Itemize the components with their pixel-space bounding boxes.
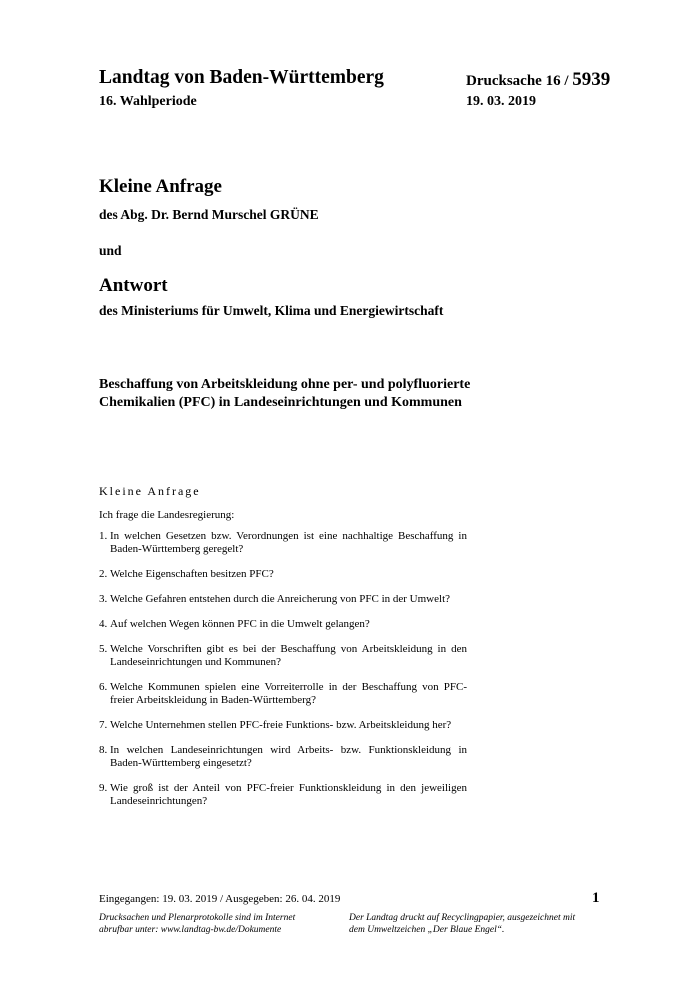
footer-note-recycling: Der Landtag druckt auf Recyclingpapier, ausgezeichnet mit dem Umweltzeichen „Der Blaue Engel“. bbox=[349, 913, 576, 935]
conjunction: und bbox=[99, 243, 122, 258]
question-text: Welche Vorschriften gibt es bei der Beschaffung von Arbeitskleidung in den Landeseinrichtungen und Kommunen? bbox=[110, 643, 467, 668]
drucksache-id bbox=[466, 69, 610, 91]
question-number: 3. bbox=[99, 593, 108, 605]
question-item bbox=[99, 782, 467, 808]
question-text: Welche Eigenschaften besitzen PFC? bbox=[110, 568, 274, 580]
intro-text: Ich frage die Landesregierung: bbox=[99, 509, 235, 521]
parliament-name: Landtag von Baden-Württemberg bbox=[99, 67, 384, 88]
question-item bbox=[99, 593, 467, 606]
receipt-dates: Eingegangen: 19. 03. 2019 / Ausgegeben: 26. 04. 2019 bbox=[99, 893, 341, 905]
question-text: Wie groß ist der Anteil von PFC-freier Funktionskleidung in den jeweiligen Landeseinrichtungen? bbox=[110, 782, 467, 807]
question-number: 7. bbox=[99, 719, 108, 731]
question-item bbox=[99, 719, 467, 732]
subject-title: Beschaffung von Arbeitskleidung ohne per- und polyfluorierte Chemikalien (PFC) in Landeseinrichtungen und Kommunen bbox=[99, 377, 471, 410]
question-text: Welche Gefahren entstehen durch die Anreicherung von PFC in der Umwelt? bbox=[110, 593, 451, 605]
question-list bbox=[99, 530, 467, 820]
question-number: 2. bbox=[99, 568, 108, 580]
question-number: 6. bbox=[99, 681, 108, 693]
answering-ministry: des Ministeriums für Umwelt, Klima und Energiewirtschaft bbox=[99, 303, 444, 318]
question-text: Welche Unternehmen stellen PFC-freie Funktions- bzw. Arbeitskleidung her? bbox=[110, 719, 452, 731]
heading-answer: Antwort bbox=[99, 275, 168, 296]
question-number: 9. bbox=[99, 782, 108, 794]
question-item bbox=[99, 744, 467, 770]
question-item bbox=[99, 568, 467, 581]
drucksache-number: 5939 bbox=[572, 69, 611, 90]
heading-request: Kleine Anfrage bbox=[99, 176, 222, 197]
drucksache-prefix: Drucksache 16 / bbox=[466, 73, 573, 89]
question-number: 1. bbox=[99, 530, 108, 542]
requester: des Abg. Dr. Bernd Murschel GRÜNE bbox=[99, 207, 319, 222]
question-text: In welchen Gesetzen bzw. Verordnungen ist eine nachhaltige Beschaffung in Baden-Württemberg geregelt? bbox=[110, 530, 467, 555]
question-number: 5. bbox=[99, 643, 108, 655]
question-text: In welchen Landeseinrichtungen wird Arbeits- bzw. Funktionskleidung in Baden-Württemberg eingesetzt? bbox=[110, 744, 467, 769]
page-number: 1 bbox=[592, 890, 600, 906]
footer-note-internet: Drucksachen und Plenarprotokolle sind im Internet abrufbar unter: www.landtag-bw.de/Dokumente bbox=[99, 913, 296, 935]
document-date: 19. 03. 2019 bbox=[466, 94, 536, 109]
legislative-period: 16. Wahlperiode bbox=[99, 94, 197, 109]
question-number: 8. bbox=[99, 744, 108, 756]
question-text: Welche Kommunen spielen eine Vorreiterrolle in der Beschaffung von PFC-freier Arbeitskleidung in Baden-Württemberg? bbox=[110, 681, 467, 706]
question-number: 4. bbox=[99, 618, 108, 630]
question-item bbox=[99, 643, 467, 669]
question-item bbox=[99, 681, 467, 707]
question-text: Auf welchen Wegen können PFC in die Umwelt gelangen? bbox=[110, 618, 370, 630]
question-item bbox=[99, 530, 467, 556]
section-label: Kleine Anfrage bbox=[99, 484, 201, 498]
question-item bbox=[99, 618, 467, 631]
